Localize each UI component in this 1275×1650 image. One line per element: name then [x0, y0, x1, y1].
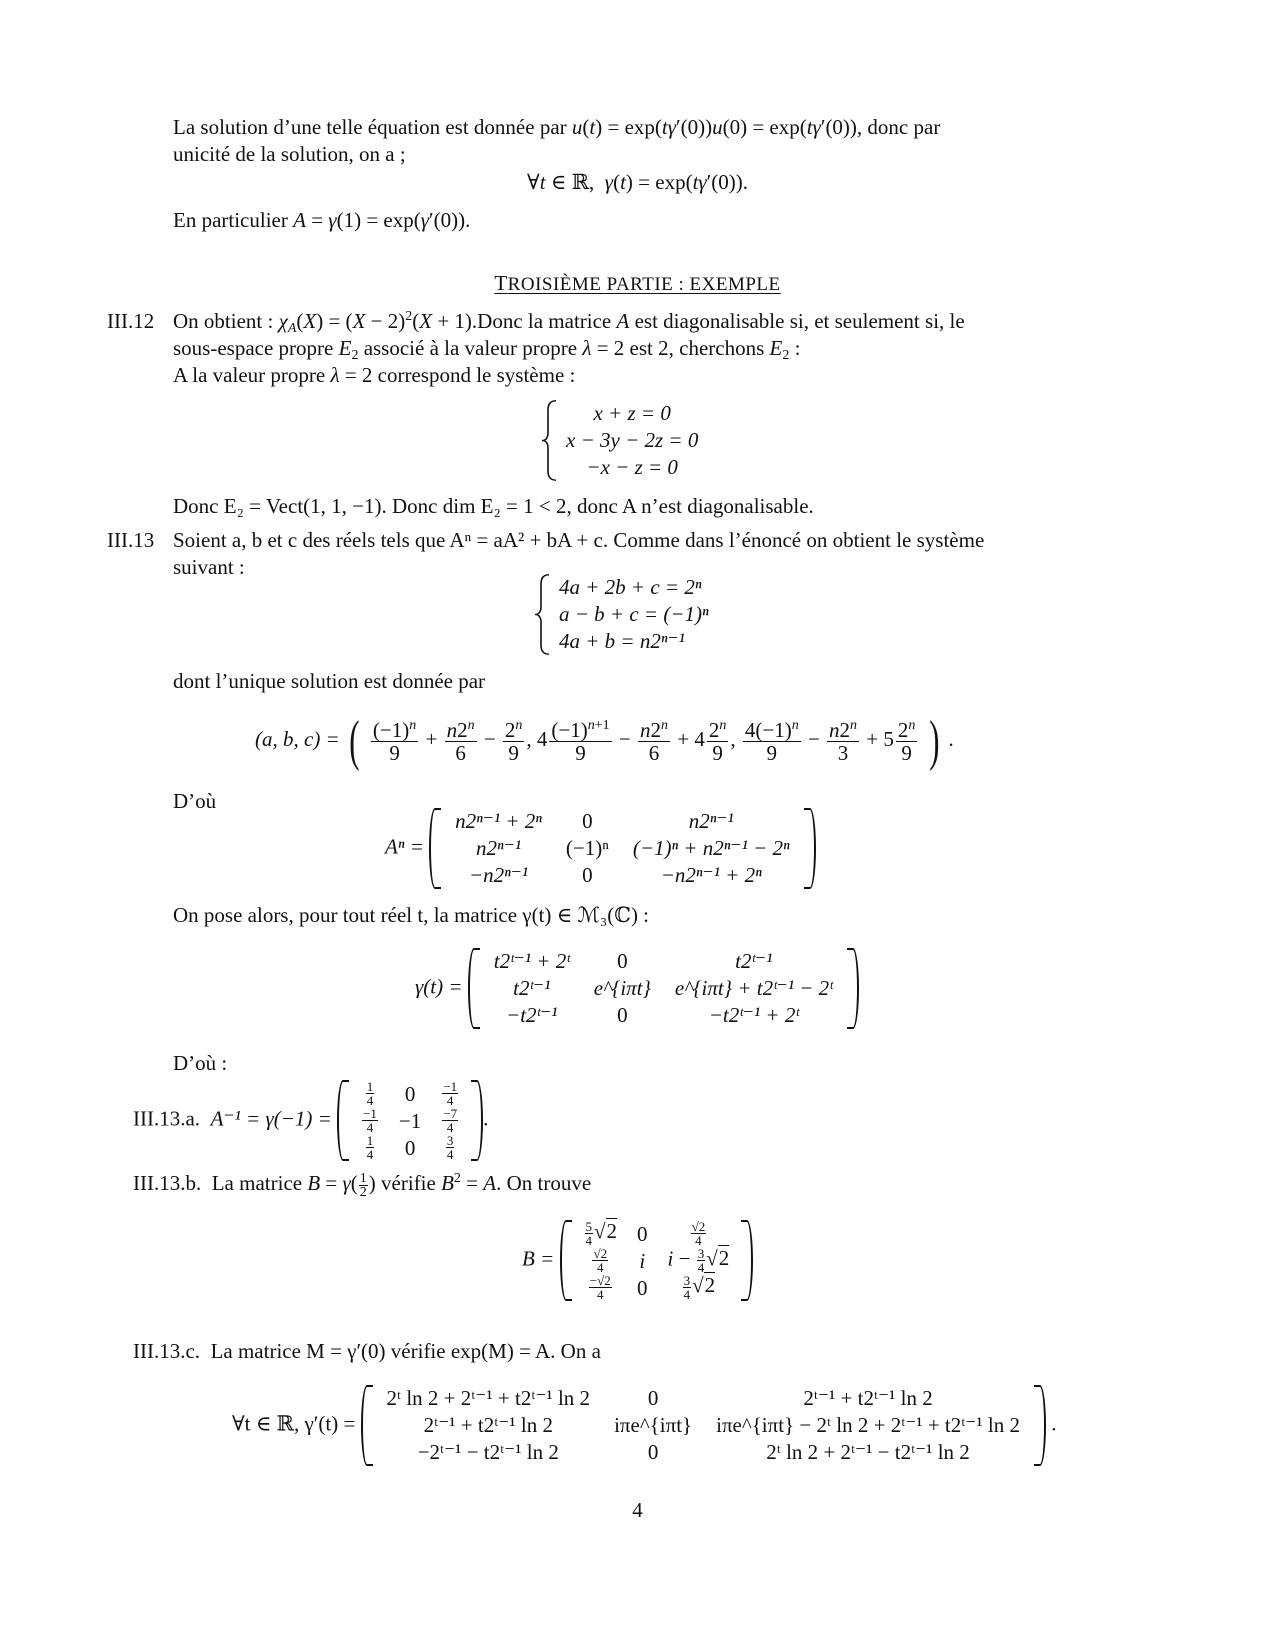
gamma-lhs: γ(t) = — [415, 974, 463, 999]
solution-intro: dont l’unique solution est donnée par — [173, 669, 486, 693]
gamma-cell: t2ᵗ⁻¹ — [735, 949, 773, 973]
An-cell: −n2ⁿ⁻¹ + 2ⁿ — [660, 863, 762, 887]
solution-lhs: (a, b, c) = — [255, 726, 340, 751]
gp-cell: 2ᵗ ln 2 + 2ᵗ⁻¹ + t2ᵗ⁻¹ ln 2 — [386, 1386, 591, 1410]
An-cell: 0 — [582, 863, 593, 887]
section-title: TROISIÈME PARTIE : EXEMPLE — [494, 271, 781, 295]
An-cell: −n2ⁿ⁻¹ — [468, 863, 529, 887]
conclusion-III-12: Donc E₂ = Vect(1, 1, −1). Donc dim E₂ = 1 < 2, donc A n’est diagonalisable. — [173, 494, 814, 518]
label-III-13-a: III.13.a. — [133, 1106, 201, 1131]
gamma-matrix — [468, 948, 859, 1029]
gamma-intro: On pose alors, pour tout réel t, la matrice γ(t) ∈ ℳ₃(ℂ) : — [173, 903, 650, 927]
question-number-III-13: III.13 — [107, 528, 155, 552]
An-cell: n2ⁿ⁻¹ + 2ⁿ — [455, 809, 542, 833]
matrix-An — [385, 808, 816, 889]
gp-cell: 2ᵗ ln 2 + 2ᵗ⁻¹ − t2ᵗ⁻¹ ln 2 — [766, 1440, 970, 1464]
text-solution-c: unicité de la solution, on a ; — [173, 142, 406, 166]
gamma-cell: 0 — [617, 949, 628, 973]
B-lhs: B = — [522, 1246, 555, 1271]
label-III-13-b: III.13.b. — [133, 1171, 202, 1195]
An-cell: n2ⁿ⁻¹ — [476, 836, 522, 860]
gp-cell: 0 — [647, 1386, 659, 1410]
brace-icon — [533, 574, 551, 655]
An-cell: 0 — [582, 809, 593, 833]
gp-cell: iπe^{iπt} — [614, 1413, 693, 1437]
answer-III-13-c-text — [133, 1338, 1033, 1365]
system-eq-1: x + z = 0 — [593, 401, 671, 425]
gamma-cell: −t2ᵗ⁻¹ + 2ᵗ — [708, 1003, 799, 1027]
solution-abc: (a, b, c) = ( $\frac{(-1)^n}{9}$ + $\frac{n2^n}{6}$ − $\frac{2^n}{9}$ , 4 $\frac{(-1)^{n+1}}{9}$ − $\frac{n2^n}{6}$ + 4 $\frac{2^n}{9}$ , $\frac{4(-1)^n}{9}$ − $\frac{n2^n}{3}$ + 5 $\frac{2^n}{9}$ ) . — [255, 710, 954, 772]
inverse-matrix: $\frac{1}{4}$ 0 $\frac{-1}{4}$ $\frac{-1}{4}$ −1 $\frac{-7}{4}$ $\frac{1}{4}$ 0 $\frac{3}{4}$ — [337, 1080, 483, 1161]
text-particular: En particulier — [173, 208, 288, 232]
coef-eq-1: 4a + 2b + c = 2ⁿ — [559, 575, 702, 599]
matrix-gamma-prime: ∀t ∈ ℝ, γ′(t) = 2ᵗ ln 2 + 2ᵗ⁻¹ + t2ᵗ⁻¹ ln 2 0 2ᵗ⁻¹ + t2ᵗ⁻¹ ln 2 2ᵗ⁻¹ + t2ᵗ⁻¹ ln 2 iπe^{iπt} iπe^{iπt} − 2ᵗ ln 2 + 2ᵗ⁻¹ + t2ᵗ⁻¹ ln 2 −2ᵗ⁻¹ − t2ᵗ⁻¹ ln 2 0 2ᵗ ln 2 + 2ᵗ⁻¹ − t2ᵗ⁻¹ ln 2 . — [232, 1386, 1057, 1464]
gp-cell: 2ᵗ⁻¹ + t2ᵗ⁻¹ ln 2 — [803, 1386, 933, 1410]
text-obtient: On obtient : — [173, 309, 274, 333]
gamma-cell: t2ᵗ⁻¹ + 2ᵗ — [493, 949, 570, 973]
paragraph-particular — [173, 207, 1150, 234]
question-III-12-text: On obtient : $\chi_A(X) = (X - 2)^2(X$ + 1).Donc la matrice A est diagonalisable si, et seulement si, le sous-espace propre $E_2$ associé à la valeur propre λ = 2 est 2, cherchons $E_2$ : A la valeur propre λ = 2 correspond le système : — [173, 309, 965, 387]
question-number-III-12: III.12 — [107, 309, 155, 333]
system-eq-3: −x − z = 0 — [586, 455, 678, 479]
system-eigen — [540, 400, 702, 481]
formula-solution-rendered: u(t) = exp(tγ′(0))u(0) = exp(tγ′(0)), — [571, 115, 863, 139]
gp-cell: −2ᵗ⁻¹ − t2ᵗ⁻¹ ln 2 — [417, 1440, 559, 1464]
An-cell: (−1)ⁿ — [565, 836, 609, 860]
gamma-cell: −t2ᵗ⁻¹ — [506, 1003, 558, 1027]
An-cell: n2ⁿ⁻¹ — [688, 809, 734, 833]
formula-particular: A = γ(1) = exp(γ′(0)). — [293, 208, 471, 232]
brace-icon — [540, 400, 558, 481]
coef-eq-3: 4a + b = n2ⁿ⁻¹ — [559, 629, 685, 653]
answer-III-13-b-text: III.13.b. La matrice B = γ( $\frac{1}{2}$ ) vérifie $B^2 = A$. On trouve — [133, 1170, 592, 1200]
gamma-prime-matrix — [361, 1385, 1046, 1466]
paragraph-solution — [173, 114, 1150, 168]
gamma-prime-lhs: ∀t ∈ ℝ, γ′(t) = — [232, 1411, 356, 1436]
a-lhs: A⁻¹ = γ(−1) = — [210, 1106, 332, 1131]
gamma-cell: t2ᵗ⁻¹ — [513, 976, 551, 1000]
gp-cell: 0 — [647, 1440, 659, 1464]
gamma-cell: e^{iπt} — [593, 976, 651, 1000]
gamma-cell: e^{iπt} + t2ᵗ⁻¹ − 2ᵗ — [674, 976, 833, 1000]
B-matrix: $\frac{5}{4}$ √2 0 $\frac{√2}{4}$ $\frac{√2}{4}$ i i − $\frac{3}{4}$ √2 $\frac{-√2}{4}$ 0 $\frac{3}{4}$ √2 — [560, 1220, 754, 1301]
dou-2: D’où : — [173, 1051, 228, 1075]
text-III-13-c: La matrice M = γ′(0) vérifie exp(M) = A. On a — [210, 1339, 601, 1363]
system-eq-2: x − 3y − 2z = 0 — [566, 428, 699, 452]
page-number: 4 — [632, 1498, 643, 1522]
matrix-B — [522, 1220, 753, 1301]
system-coefficients — [533, 574, 713, 655]
text-solution-a: La solution d’une telle équation est donnée par — [173, 115, 567, 139]
gamma-cell: 0 — [617, 1003, 628, 1027]
An-matrix — [429, 808, 815, 889]
text-soient: Soient a, b et c des réels tels que Aⁿ = aA² + bA + c. Comme dans l’énoncé on obtient le système — [173, 528, 985, 552]
equation-gamma-exp: ∀t ∈ ℝ, γ(t) = exp(tγ′(0)). — [527, 170, 748, 194]
text-solution-b: donc par — [867, 115, 941, 139]
answer-III-13-a: III.13.a. A⁻¹ = γ(−1) = $\frac{1}{4}$ 0 $\frac{-1}{4}$ $\frac{-1}{4}$ −1 $\frac{-7}{4}$ $\frac{1}{4}$ 0 $\frac{3}{4}$ . — [133, 1079, 489, 1162]
gp-cell: 2ᵗ⁻¹ + t2ᵗ⁻¹ ln 2 — [423, 1413, 553, 1437]
gp-cell: iπe^{iπt} − 2ᵗ ln 2 + 2ᵗ⁻¹ + t2ᵗ⁻¹ ln 2 — [716, 1413, 1021, 1437]
question-III-13-text — [173, 527, 1150, 581]
An-lhs: Aⁿ = — [385, 834, 424, 859]
text-suivant: suivant : — [173, 555, 245, 579]
matrix-gamma — [415, 948, 859, 1029]
coef-eq-2: a − b + c = (−1)ⁿ — [559, 602, 709, 626]
label-III-13-c: III.13.c. — [133, 1339, 201, 1363]
dou-1: D’où — [173, 789, 217, 813]
An-cell: (−1)ⁿ + n2ⁿ⁻¹ − 2ⁿ — [632, 836, 790, 860]
